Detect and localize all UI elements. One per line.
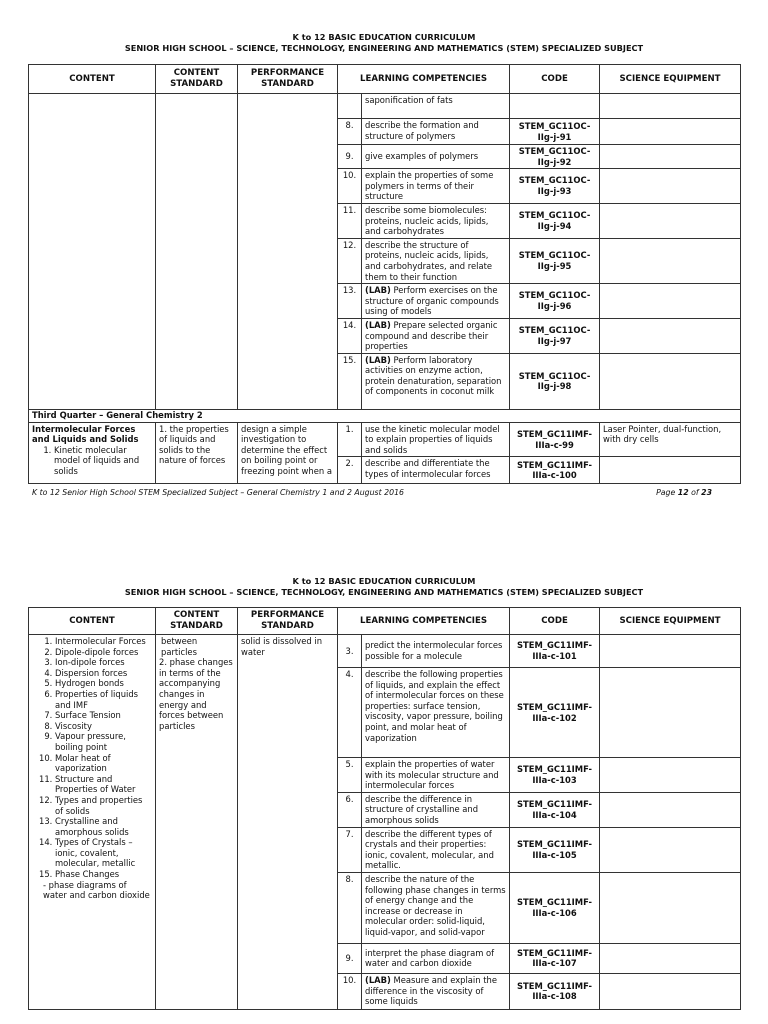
table-row: 12. describe the structure of proteins, nucleic acids, lipids, and carbohydrates, and relate them to their function STEM_GC11OC-IIg-j-95 — [29, 238, 741, 283]
table-row: 10. explain the properties of some polymers in terms of their structure STEM_GC11OC-IIg-j-93 — [29, 169, 741, 204]
competency-text: describe the formation and structure of polymers — [362, 119, 510, 145]
competency-code: STEM_GC11IMF-IIIa-c-103 — [510, 758, 600, 793]
col-content: CONTENT — [29, 608, 156, 635]
competency-text: describe the different types of crystals and their properties: ionic, covalent, molecular, and metallic. — [362, 827, 510, 872]
competency-text: saponification of fats — [362, 94, 510, 119]
content-item: 3. Ion-dipole forces — [55, 657, 152, 668]
content-item: 8. Viscosity — [55, 721, 152, 732]
content-item: 4. Dispersion forces — [55, 668, 152, 679]
content-standard-cell: 1. the properties of liquids and solids to the nature of forces — [156, 422, 238, 484]
competency-text: (LAB) Prepare selected organic compound and describe their properties — [362, 318, 510, 353]
table-row: 11. describe some biomolecules: proteins, nucleic acids, lipids, and carbohydrates STEM_GC11OC-IIg-j-94 — [29, 203, 741, 238]
col-science-equipment: SCIENCE EQUIPMENT — [600, 608, 741, 635]
competency-code: STEM_GC11OC-IIg-j-94 — [510, 203, 600, 238]
competency-text: give examples of polymers — [362, 145, 510, 169]
competency-code: STEM_GC11IMF-IIIa-c-106 — [510, 872, 600, 943]
performance-standard-cell: design a simple investigation to determine the effect on boiling point or freezing point when a — [238, 422, 338, 484]
competency-code: STEM_GC11IMF-IIIa-c-108 — [510, 973, 600, 1009]
competency-text: (LAB) Measure and explain the difference in the viscosity of some liquids — [362, 973, 510, 1009]
table-row: 4. describe the following properties of liquids, and explain the effect of intermolecular forces on these properties: surface tension, viscosity, vapor pressure, boiling point, and molar heat of vaporization STEM_GC11IMF-IIIa-c-102 — [29, 668, 741, 758]
content-item: 10. Molar heat of vaporization — [55, 753, 152, 774]
table-row: Intermolecular Forces and Liquids and Solids 1. Kinetic molecular model of liquids and solids 1. the properties of liquids and solids to the nature of forces design a simple investigation to determine the effect on boiling point or freezing point when a 1. use the kinetic molecular model to explain properties of liquids and solids STEM_GC11IMF-IIIa-c-99 Laser Pointer, dual-function, with dry cells — [29, 422, 741, 457]
competency-code: STEM_GC11IMF-IIIa-c-99 — [510, 422, 600, 457]
quarter-heading: Third Quarter – General Chemistry 2 — [29, 409, 741, 422]
table-header-row — [29, 65, 741, 94]
content-item: 1. Intermolecular Forces — [55, 636, 152, 647]
content-item: 2. Dipole-dipole forces — [55, 647, 152, 658]
content-item: 7. Surface Tension — [55, 710, 152, 721]
competency-text: (LAB) Perform exercises on the structure of organic compounds using of models — [362, 284, 510, 319]
content-item: 14. Types of Crystals – ionic, covalent, molecular, metallic — [55, 837, 152, 869]
table-row: 15. (LAB) Perform laboratory activities on enzyme action, protein denaturation, separation of components in coconut milk STEM_GC11OC-IIg-j-98 — [29, 353, 741, 409]
col-content: CONTENT — [29, 65, 156, 94]
table-row: 13. (LAB) Perform exercises on the structure of organic compounds using of models STEM_GC11OC-IIg-j-96 — [29, 284, 741, 319]
competency-text: describe some biomolecules: proteins, nucleic acids, lipids, and carbohydrates — [362, 203, 510, 238]
table-row: 6. describe the difference in structure of crystalline and amorphous solids STEM_GC11IMF-IIIa-c-104 — [29, 792, 741, 827]
lab-label: (LAB) — [365, 974, 391, 985]
competency-code: STEM_GC11OC-IIg-j-96 — [510, 284, 600, 319]
competency-code: STEM_GC11IMF-IIIa-c-105 — [510, 827, 600, 872]
competency-text: describe the following properties of liquids, and explain the effect of intermolecular forces on these properties: surface tension, viscosity, vapor pressure, boiling point, and molar heat of vaporization — [362, 668, 510, 758]
performance-standard-cell: solid is dissolved in water — [238, 635, 338, 1010]
competency-code: STEM_GC11OC-IIg-j-95 — [510, 238, 600, 283]
col-performance-standard: PERFORMANCE STANDARD — [238, 608, 338, 635]
col-learning-competencies: LEARNING COMPETENCIES — [338, 65, 510, 94]
competency-code: STEM_GC11IMF-IIIa-c-101 — [510, 635, 600, 668]
content-standard-cell: between particles 2. phase changes in terms of the accompanying changes in energy and forces between particles — [156, 635, 238, 1010]
header-line-1: K to 12 BASIC EDUCATION CURRICULUM — [292, 32, 476, 42]
curriculum-header — [0, 576, 768, 598]
lab-label: (LAB) — [365, 319, 391, 330]
science-equipment: Laser Pointer, dual-function, with dry cells — [600, 422, 741, 457]
table-row: 9. interpret the phase diagram of water and carbon dioxide STEM_GC11IMF-IIIa-c-107 — [29, 943, 741, 973]
competency-text: predict the intermolecular forces possible for a molecule — [362, 635, 510, 668]
col-code: CODE — [510, 65, 600, 94]
col-science-equipment: SCIENCE EQUIPMENT — [600, 65, 741, 94]
header-line-2: SENIOR HIGH SCHOOL – SCIENCE, TECHNOLOGY, ENGINEERING AND MATHEMATICS (STEM) SPECIALIZED SUBJECT — [124, 43, 644, 53]
table-row: 8. describe the formation and structure of polymers STEM_GC11OC-IIg-j-91 — [29, 119, 741, 145]
competency-code: STEM_GC11OC-IIg-j-93 — [510, 169, 600, 204]
competency-code: STEM_GC11OC-IIg-j-92 — [510, 145, 600, 169]
page-footer — [32, 488, 712, 497]
competency-text: (LAB) Perform laboratory activities on enzyme action, protein denaturation, separation of components in coconut milk — [362, 353, 510, 409]
competency-text: describe and differentiate the types of intermolecular forces — [362, 457, 510, 484]
content-sub-item: - phase diagrams of water and carbon dioxide — [43, 879, 150, 901]
table-row: 5. explain the properties of water with its molecular structure and intermolecular forces STEM_GC11IMF-IIIa-c-103 — [29, 758, 741, 793]
competency-code: STEM_GC11OC-IIg-j-91 — [510, 119, 600, 145]
competency-code: STEM_GC11IMF-IIIa-c-102 — [510, 668, 600, 758]
col-performance-standard: PERFORMANCE STANDARD — [238, 65, 338, 94]
lab-label: (LAB) — [365, 285, 391, 296]
table-row: 10. (LAB) Measure and explain the difference in the viscosity of some liquids STEM_GC11IMF-IIIa-c-108 — [29, 973, 741, 1009]
table-row: 14. (LAB) Prepare selected organic compound and describe their properties STEM_GC11OC-IIg-j-97 — [29, 318, 741, 353]
curriculum-header — [0, 32, 768, 54]
page-number: Page 12 of 23 — [656, 488, 712, 497]
quarter-row — [29, 409, 741, 422]
content-item: 5. Hydrogen bonds — [55, 678, 152, 689]
table-row: 2. describe and differentiate the types of intermolecular forces STEM_GC11IMF-IIIa-c-100 — [29, 457, 741, 484]
col-content-standard: CONTENT STANDARD — [156, 608, 238, 635]
curriculum-table-page-1 — [28, 64, 741, 484]
competency-code: STEM_GC11IMF-IIIa-c-100 — [510, 457, 600, 484]
competency-text: use the kinetic molecular model to explain properties of liquids and solids — [362, 422, 510, 457]
competency-code: STEM_GC11OC-IIg-j-97 — [510, 318, 600, 353]
content-title: Intermolecular Forces and Liquids and Solids — [32, 423, 139, 445]
competency-code: STEM_GC11IMF-IIIa-c-104 — [510, 792, 600, 827]
competency-text: describe the difference in structure of crystalline and amorphous solids — [362, 792, 510, 827]
competency-text: explain the properties of water with its molecular structure and intermolecular forces — [362, 758, 510, 793]
content-cell — [29, 635, 156, 1010]
competency-text: describe the nature of the following phase changes in terms of energy change and the increase or decrease in molecular order: solid-liquid, liquid-vapor, and solid-vapor — [362, 872, 510, 943]
competency-text: explain the properties of some polymers in terms of their structure — [362, 169, 510, 204]
col-code: CODE — [510, 608, 600, 635]
competency-text: describe the structure of proteins, nucleic acids, lipids, and carbohydrates, and relate them to their function — [362, 238, 510, 283]
content-item: 1. Kinetic molecular model of liquids and solids — [54, 445, 152, 477]
content-item: 11. Structure and Properties of Water — [55, 774, 152, 795]
footer-title: K to 12 Senior High School STEM Specialized Subject – General Chemistry 1 and 2 August 2016 — [32, 488, 404, 497]
competency-code: STEM_GC11IMF-IIIa-c-107 — [510, 943, 600, 973]
header-line-1: K to 12 BASIC EDUCATION CURRICULUM — [292, 576, 476, 586]
curriculum-table-page-2 — [28, 607, 741, 1010]
competency-text: interpret the phase diagram of water and carbon dioxide — [362, 943, 510, 973]
lab-label: (LAB) — [365, 354, 391, 365]
table-row: 8. describe the nature of the following phase changes in terms of energy change and the increase or decrease in molecular order: solid-liquid, liquid-vapor, and solid-vapor STEM_GC11IMF-IIIa-c-106 — [29, 872, 741, 943]
col-content-standard: CONTENT STANDARD — [156, 65, 238, 94]
table-row: 7. describe the different types of crystals and their properties: ionic, covalent, molecular, and metallic. STEM_GC11IMF-IIIa-c-105 — [29, 827, 741, 872]
content-item: 6. Properties of liquids and IMF — [55, 689, 152, 710]
table-row — [29, 94, 741, 119]
content-item: 15. Phase Changes — [55, 869, 152, 880]
table-row: 9. give examples of polymers STEM_GC11OC-IIg-j-92 — [29, 145, 741, 169]
content-item: 13. Crystalline and amorphous solids — [55, 816, 152, 837]
table-header-row — [29, 608, 741, 635]
col-learning-competencies: LEARNING COMPETENCIES — [338, 608, 510, 635]
content-cell — [29, 422, 156, 484]
header-line-2: SENIOR HIGH SCHOOL – SCIENCE, TECHNOLOGY, ENGINEERING AND MATHEMATICS (STEM) SPECIALIZED SUBJECT — [124, 587, 644, 597]
content-item: 9. Vapour pressure, boiling point — [55, 731, 152, 752]
table-row: 1. Intermolecular Forces 2. Dipole-dipole forces 3. Ion-dipole forces 4. Dispersion forces 5. Hydrogen bonds 6. Properties of liquids and IMF 7. Surface Tension 8. Viscosity 9. Vapour pressure, boiling point 10. Molar heat of vaporization 11. Structure and Properties of Water 12. Types and properties of solids 13. Crystalline and amorphous solids 14. Types of Crystals – ionic, covalent, molecular, metallic 15. Phase Changes - phase diagrams of water and carbon dioxide between particles 2. phase changes in terms of the accompanying changes in energy and forces between particles solid is dissolved in water 3. predict the intermolecular forces possible for a molecule STEM_GC11IMF-IIIa-c-101 — [29, 635, 741, 668]
competency-code: STEM_GC11OC-IIg-j-98 — [510, 353, 600, 409]
content-item: 12. Types and properties of solids — [55, 795, 152, 816]
